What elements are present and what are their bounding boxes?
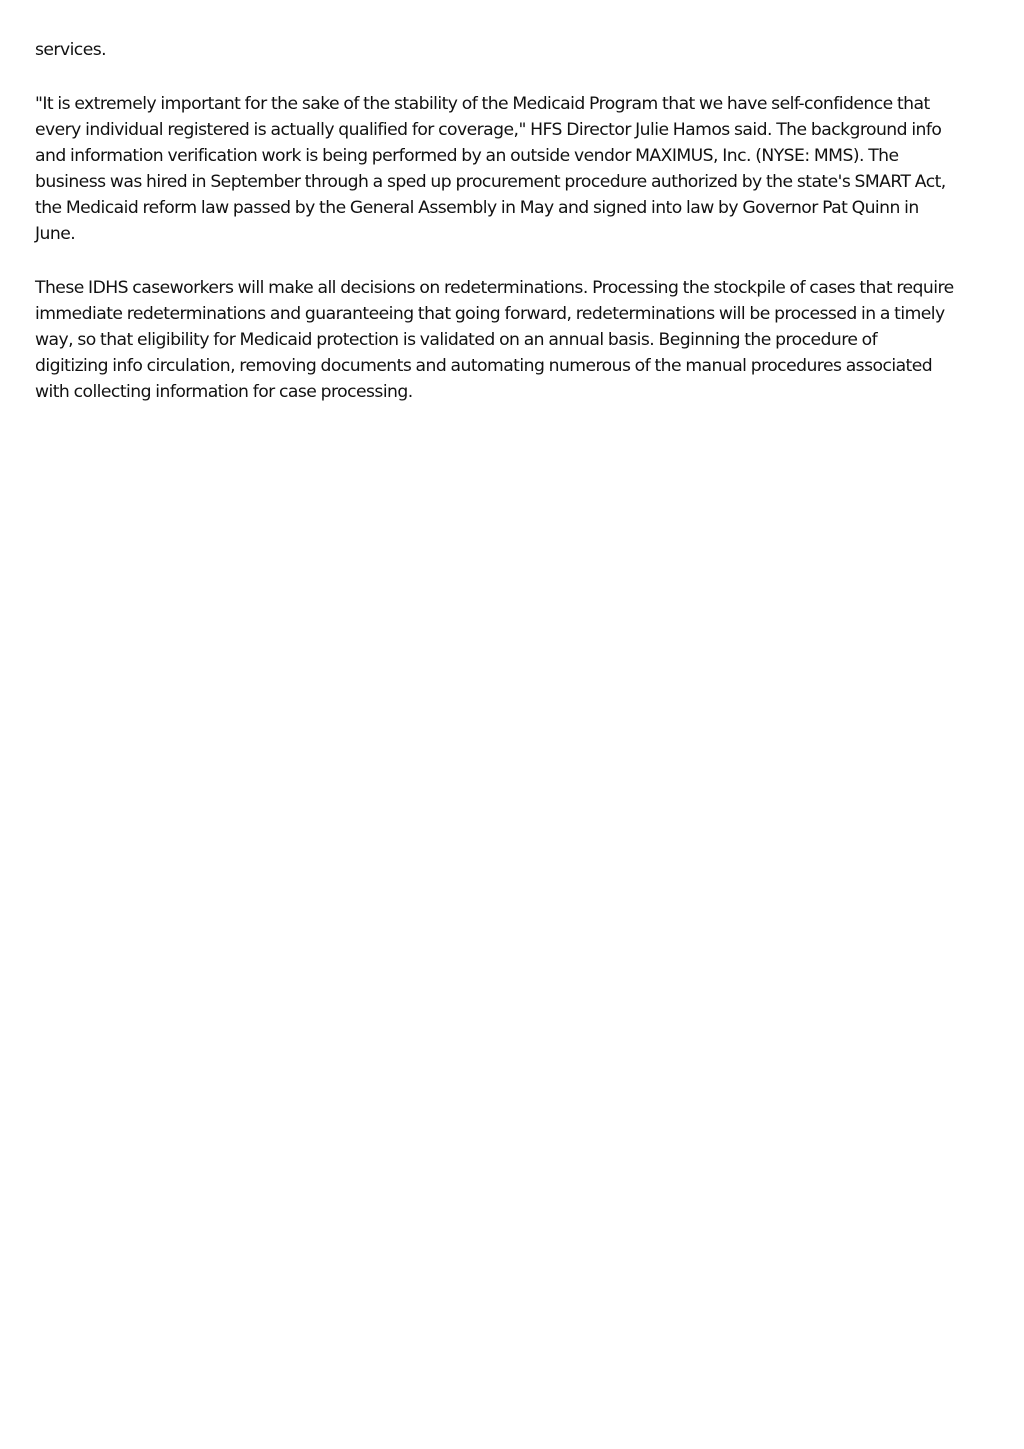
- text-line: These IDHS caseworkers will make all decisions on redeterminations. Processing the stockpile of cases that require: [35, 278, 954, 298]
- text-line: "It is extremely important for the sake of the stability of the Medicaid Program that we have self-confidence that: [35, 94, 930, 114]
- text-line: way, so that eligibility for Medicaid protection is validated on an annual basis. Beginning the procedure of: [35, 330, 878, 350]
- paragraph-hamos-quote: [35, 91, 995, 247]
- paragraph-idhs-caseworkers: [35, 275, 995, 405]
- text-line: digitizing info circulation, removing documents and automating numerous of the manual procedures associated: [35, 356, 933, 376]
- text-line: business was hired in September through a sped up procurement procedure authorized by the state's SMART Act,: [35, 172, 946, 192]
- document-body: [35, 37, 995, 433]
- text-line: and information verification work is being performed by an outside vendor MAXIMUS, Inc. (NYSE: MMS). The: [35, 146, 899, 166]
- text-line: with collecting information for case processing.: [35, 382, 413, 402]
- text-line: services.: [35, 40, 107, 60]
- text-line: June.: [35, 224, 76, 244]
- text-line: immediate redeterminations and guaranteeing that going forward, redeterminations will be processed in a timely: [35, 304, 945, 324]
- paragraph-continuation: [35, 37, 995, 63]
- text-line: every individual registered is actually qualified for coverage," HFS Director Julie Hamos said. The background info: [35, 120, 942, 140]
- text-line: the Medicaid reform law passed by the General Assembly in May and signed into law by Governor Pat Quinn in: [35, 198, 919, 218]
